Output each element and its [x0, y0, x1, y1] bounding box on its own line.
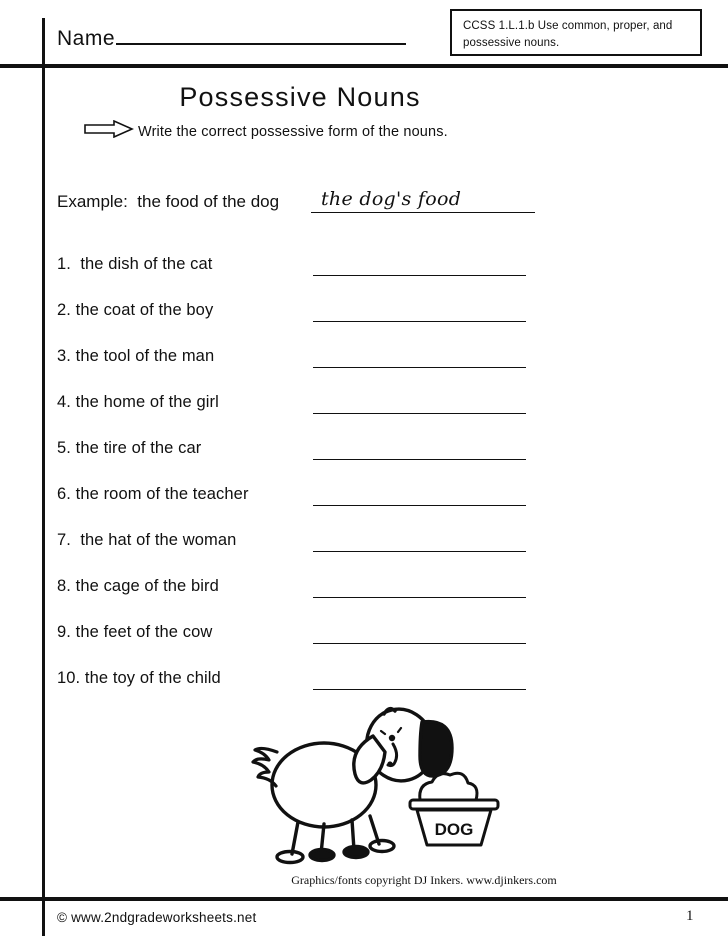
answer-blank-line[interactable]: [313, 275, 526, 276]
question-row: [0, 439, 728, 485]
question-text: 5. the tire of the car: [57, 439, 202, 457]
right-arrow-icon: [84, 120, 134, 143]
question-text: 7. the hat of the woman: [57, 531, 237, 549]
dog-illustration: [253, 702, 452, 862]
graphics-credit: Graphics/fonts copyright DJ Inkers. www.djinkers.com: [291, 873, 557, 887]
answer-blank-line[interactable]: [313, 505, 526, 506]
question-row: [0, 255, 728, 301]
question-text: 3. the tool of the man: [57, 347, 215, 365]
question-text: 6. the room of the teacher: [57, 485, 249, 503]
question-row: [0, 347, 728, 393]
instruction-row: [84, 120, 448, 143]
footer-divider-rule: [0, 897, 728, 901]
question-row: [0, 577, 728, 623]
question-list: [0, 255, 728, 715]
question-text: 4. the home of the girl: [57, 393, 219, 411]
question-text: 10. the toy of the child: [57, 669, 221, 687]
page-number: 1: [686, 908, 694, 924]
answer-blank-line[interactable]: [313, 597, 526, 598]
dog-bowl-illustration: [410, 773, 498, 845]
answer-blank-line[interactable]: [313, 321, 526, 322]
question-text: 2. the coat of the boy: [57, 301, 214, 319]
bowl-label: DOG: [434, 820, 474, 839]
answer-blank-line[interactable]: [313, 551, 526, 552]
name-field[interactable]: [57, 26, 406, 51]
ccss-standard-box: [450, 9, 702, 56]
answer-blank-line[interactable]: [313, 643, 526, 644]
answer-blank-line[interactable]: [313, 413, 526, 414]
example-label: Example: the food of the dog: [57, 192, 280, 211]
name-label: Name: [57, 27, 116, 50]
artwork-area: [232, 700, 512, 865]
question-text: 8. the cage of the bird: [57, 577, 219, 595]
question-row: [0, 301, 728, 347]
answer-blank-line[interactable]: [313, 689, 526, 690]
answer-blank-line[interactable]: [313, 367, 526, 368]
question-text: 9. the feet of the cow: [57, 623, 213, 641]
instruction-text: Write the correct possessive form of the nouns.: [138, 123, 448, 140]
page-title: Possessive Nouns: [179, 82, 421, 112]
answer-blank-line[interactable]: [313, 459, 526, 460]
question-row: [0, 531, 728, 577]
name-blank-line[interactable]: [116, 26, 406, 45]
footer-site-url: © www.2ndgradeworksheets.net: [57, 910, 257, 925]
question-row: [0, 623, 728, 669]
question-row: [0, 393, 728, 439]
question-row: [0, 485, 728, 531]
question-text: 1. the dish of the cat: [57, 255, 213, 273]
example-answer: the dog's food: [311, 188, 535, 213]
ccss-standard-text: CCSS 1.L.1.b Use common, proper, and possessive nouns.: [463, 20, 673, 49]
header-divider-rule: [0, 64, 728, 68]
